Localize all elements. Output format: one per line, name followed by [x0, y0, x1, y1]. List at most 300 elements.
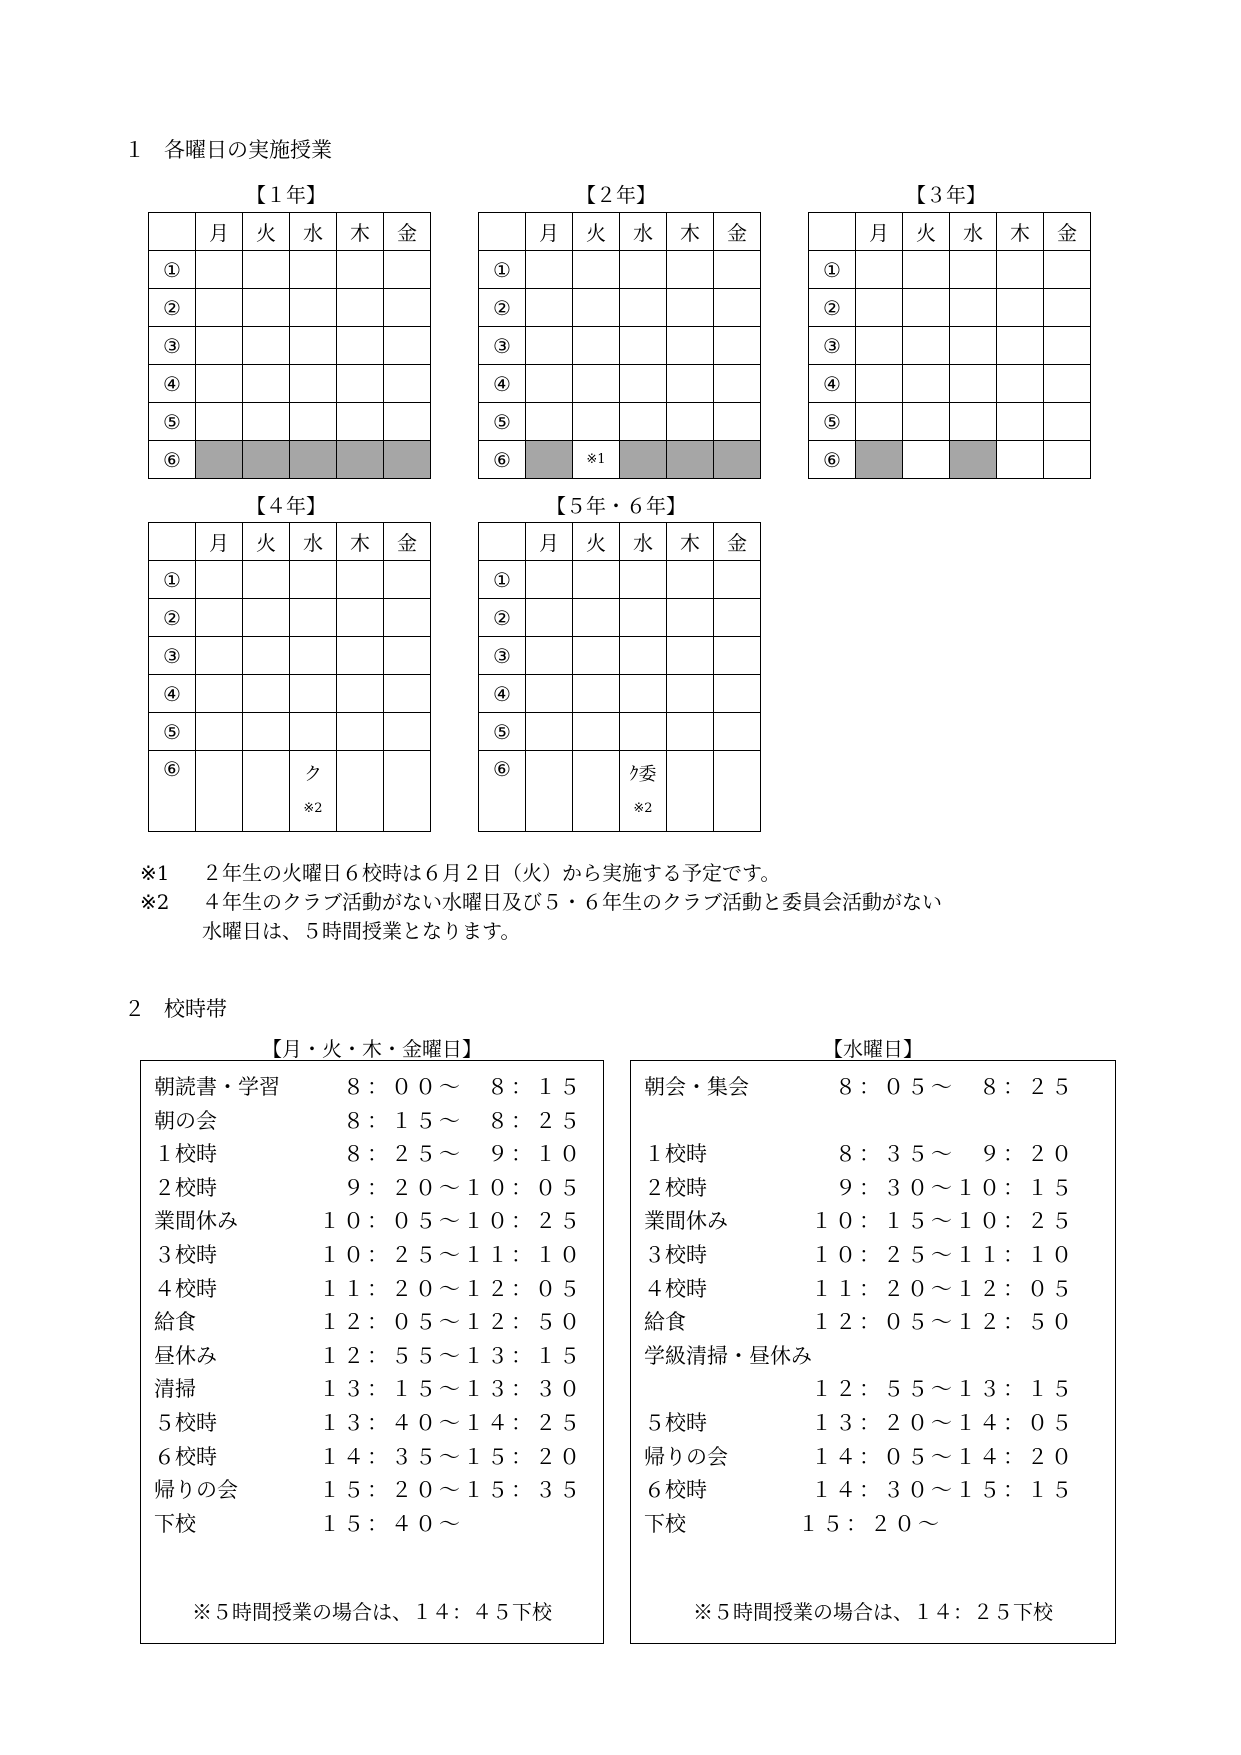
note-1-text: ２年生の火曜日６校時は６月２日（火）から実施する予定です。 [202, 861, 781, 885]
day-header-cell: 木 [997, 213, 1044, 251]
corner-cell [479, 523, 526, 561]
timetable-cell [290, 251, 337, 289]
timetable-cell [667, 561, 714, 599]
schedule-row-time: １２：５５～１３：１５ [811, 1377, 1075, 1402]
timetable-cell [526, 441, 573, 479]
timetable-cell [903, 403, 950, 441]
day-header-cell: 月 [856, 213, 903, 251]
period-label-cell: ⑥ [149, 751, 196, 832]
period-row [479, 751, 761, 832]
timetable-cell [526, 327, 573, 365]
period-row [809, 403, 1091, 441]
schedule-row-time: １３：２０～１４：０５ [811, 1411, 1075, 1435]
timetable-cell [196, 599, 243, 637]
day-header-cell: 水 [290, 213, 337, 251]
timetable-cell [337, 251, 384, 289]
day-header-cell: 木 [337, 213, 384, 251]
timetable-header-row [479, 523, 761, 561]
timetable-cell [526, 365, 573, 403]
schedule-weekday-caption: 【月・火・木・金曜日】 [262, 1037, 482, 1061]
period-label-cell: ⑥ [479, 751, 526, 832]
schedule-row [154, 1239, 583, 1269]
schedule-row-label: １校時 [154, 1142, 217, 1167]
schedule-row-label: 業間休み [154, 1209, 238, 1234]
period-label-cell: ① [149, 561, 196, 599]
timetable-cell [196, 751, 243, 832]
schedule-row [154, 1474, 583, 1504]
timetable-cell [243, 561, 290, 599]
schedule-row [644, 1273, 1075, 1303]
schedule-row-label: 給食 [644, 1310, 686, 1335]
timetable-cell [526, 713, 573, 751]
timetable-cell [384, 561, 431, 599]
timetable-grade-2 [478, 212, 761, 479]
period-row [149, 675, 431, 713]
period-row [809, 289, 1091, 327]
timetable-cell [384, 327, 431, 365]
timetable-cell [573, 251, 620, 289]
day-header-cell: 木 [667, 213, 714, 251]
timetable-cell [243, 289, 290, 327]
timetable-cell [337, 365, 384, 403]
timetable-cell [573, 675, 620, 713]
period-row [149, 403, 431, 441]
timetable-cell [196, 403, 243, 441]
timetable-cell [856, 403, 903, 441]
timetable-cell [196, 561, 243, 599]
period-row [149, 441, 431, 479]
schedule-row-label: 朝の会 [154, 1108, 217, 1133]
timetable-cell [573, 403, 620, 441]
schedule-row-time: ８：２５～ ９：１０ [343, 1142, 583, 1167]
timetable-cell [573, 713, 620, 751]
corner-cell [149, 213, 196, 251]
period-label-cell: ④ [479, 675, 526, 713]
schedule-row [154, 1373, 583, 1403]
timetable-cell [620, 675, 667, 713]
schedule-row [644, 1205, 1075, 1235]
period-label-cell: ② [479, 599, 526, 637]
timetable-cell [714, 751, 761, 832]
period-label-cell: ⑥ [149, 441, 196, 479]
schedule-row [644, 1306, 1075, 1336]
schedule-row [154, 1105, 583, 1135]
period-row [479, 713, 761, 751]
schedule-row [644, 1441, 1075, 1471]
grade-56-caption: 【５年・６年】 [546, 494, 686, 518]
timetable-cell [903, 365, 950, 403]
timetable-cell [714, 289, 761, 327]
note-1-mark: ※1 [140, 861, 170, 885]
timetable-cell [667, 289, 714, 327]
schedule-row [644, 1508, 1075, 1538]
timetable-cell [337, 713, 384, 751]
schedule-row-time: １２：５５～１３：１５ [319, 1343, 583, 1368]
schedule-row [154, 1172, 583, 1202]
period-row [149, 599, 431, 637]
timetable-cell [196, 327, 243, 365]
schedule-row-time: ８：３５～ ９：２０ [835, 1142, 1075, 1167]
period-label-cell: ③ [149, 327, 196, 365]
schedule-row-time: ８：１５～ ８：２５ [343, 1108, 583, 1133]
schedule-row [644, 1105, 1075, 1135]
grade-1-caption: 【１年】 [246, 183, 326, 207]
timetable-cell [196, 637, 243, 675]
notes [140, 859, 942, 946]
day-header-cell: 金 [714, 523, 761, 561]
timetable-cell [290, 365, 337, 403]
corner-cell [479, 213, 526, 251]
timetable-cell [384, 751, 431, 832]
timetable-cell [997, 289, 1044, 327]
timetable-cell [950, 251, 997, 289]
period-row [479, 289, 761, 327]
timetable-cell [290, 441, 337, 479]
period-label-cell: ③ [479, 327, 526, 365]
period-label-cell: ① [149, 251, 196, 289]
schedule-row [644, 1474, 1075, 1504]
day-header-cell: 金 [714, 213, 761, 251]
period-label-cell: ② [149, 289, 196, 327]
schedule-row-time: ９：２０～１０：０５ [343, 1175, 583, 1200]
schedule-row-label: 学級清掃・昼休み [644, 1343, 812, 1368]
timetable-cell [714, 327, 761, 365]
timetable-cell [573, 561, 620, 599]
timetable-cell [243, 675, 290, 713]
schedule-row-label: ３校時 [154, 1243, 217, 1267]
cell-note-mark: ※1 [586, 451, 606, 467]
schedule-wednesday-box [630, 1060, 1116, 1644]
section-1-title: 各曜日の実施授業 [164, 138, 332, 162]
grade-4-caption: 【４年】 [246, 494, 326, 518]
timetable-cell [337, 751, 384, 832]
timetable-cell [526, 403, 573, 441]
schedule-row [154, 1508, 583, 1538]
schedule-row [644, 1373, 1075, 1403]
schedule-row [154, 1273, 583, 1303]
timetable-cell [620, 751, 667, 832]
timetable-cell [667, 675, 714, 713]
timetable-cell [196, 251, 243, 289]
timetable-cell [243, 327, 290, 365]
timetable-cell [573, 289, 620, 327]
period-row [149, 327, 431, 365]
timetable-cell [384, 441, 431, 479]
schedule-row-time: ８：０５～ ８：２５ [835, 1075, 1075, 1099]
schedule-row-label: ６校時 [644, 1478, 707, 1503]
timetable-cell [526, 675, 573, 713]
schedule-row-label: ４校時 [644, 1276, 707, 1301]
schedule-row-label: 下校 [644, 1511, 686, 1536]
schedule-row-time: １３：１５～１３：３０ [319, 1377, 583, 1402]
period-row [479, 365, 761, 403]
cell-activity: ク [304, 764, 322, 785]
timetable-header-row [149, 213, 431, 251]
timetable-cell [290, 751, 337, 832]
schedule-wednesday-note: ※５時間授業の場合は、１４：２５下校 [693, 1600, 1053, 1624]
schedule-weekday-box [140, 1060, 604, 1644]
note-1 [140, 859, 942, 888]
schedule-row-label: 給食 [154, 1310, 196, 1335]
schedule-row-time: １４：３５～１５：２０ [319, 1444, 583, 1469]
timetable-cell [290, 599, 337, 637]
day-header-cell: 月 [526, 523, 573, 561]
schedule-row [154, 1306, 583, 1336]
timetable-cell [384, 365, 431, 403]
day-header-cell: 水 [290, 523, 337, 561]
corner-cell [149, 523, 196, 561]
timetable-cell [903, 327, 950, 365]
period-label-cell: ⑤ [479, 403, 526, 441]
timetable-cell [573, 751, 620, 832]
period-row [479, 561, 761, 599]
period-label-cell: ④ [149, 675, 196, 713]
day-header-cell: 火 [243, 523, 290, 561]
period-row [479, 403, 761, 441]
timetable-cell [384, 675, 431, 713]
schedule-row [644, 1407, 1075, 1437]
day-header-cell: 月 [196, 213, 243, 251]
timetable-cell [573, 637, 620, 675]
schedule-row-time: １１：２０～１２：０５ [811, 1276, 1075, 1301]
schedule-row-time: １５：４０～ [319, 1511, 463, 1536]
schedule-row-label: 下校 [154, 1511, 196, 1536]
timetable-cell [384, 251, 431, 289]
schedule-row-time: １４：３０～１５：１５ [811, 1478, 1075, 1503]
timetable-cell [243, 403, 290, 441]
period-label-cell: ⑤ [149, 403, 196, 441]
timetable-cell [337, 599, 384, 637]
timetable-cell [620, 289, 667, 327]
timetable-cell [337, 637, 384, 675]
period-label-cell: ① [809, 251, 856, 289]
schedule-row-label: ３校時 [644, 1243, 707, 1267]
schedule-row-label: ５校時 [154, 1411, 217, 1435]
timetable-cell [903, 441, 950, 479]
timetable-cell [620, 441, 667, 479]
schedule-row-time: １２：０５～１２：５０ [811, 1310, 1075, 1335]
timetable-cell [620, 327, 667, 365]
period-label-cell: ③ [149, 637, 196, 675]
period-row [809, 327, 1091, 365]
period-label-cell: ④ [809, 365, 856, 403]
day-header-cell: 水 [620, 213, 667, 251]
timetable-cell [337, 403, 384, 441]
schedule-wednesday-caption: 【水曜日】 [823, 1037, 923, 1061]
timetable-cell [196, 713, 243, 751]
schedule-row [154, 1071, 583, 1101]
period-label-cell: ② [809, 289, 856, 327]
day-header-cell: 木 [337, 523, 384, 561]
timetable-cell [714, 675, 761, 713]
section-2-heading [124, 993, 227, 1023]
timetable-cell [856, 251, 903, 289]
timetable-grade-3 [808, 212, 1091, 479]
timetable-cell [243, 599, 290, 637]
period-label-cell: ⑤ [149, 713, 196, 751]
timetable-cell [1044, 251, 1091, 289]
timetable-cell [714, 599, 761, 637]
period-row [149, 289, 431, 327]
timetable-cell [384, 713, 431, 751]
schedule-row-label: 帰りの会 [154, 1478, 238, 1503]
schedule-row-label: １校時 [644, 1142, 707, 1167]
timetable-cell [903, 251, 950, 289]
timetable-cell [290, 403, 337, 441]
period-row [809, 441, 1091, 479]
period-label-cell: ③ [809, 327, 856, 365]
timetable-cell [997, 441, 1044, 479]
timetable-cell [714, 365, 761, 403]
timetable-cell [620, 713, 667, 751]
period-row [479, 441, 761, 479]
timetable-cell [667, 751, 714, 832]
schedule-weekday-note: ※５時間授業の場合は、１４：４５下校 [192, 1600, 552, 1624]
schedule-row-label: 朝会・集会 [644, 1075, 749, 1099]
timetable-cell [620, 561, 667, 599]
timetable-cell [337, 441, 384, 479]
period-row [479, 327, 761, 365]
corner-cell [809, 213, 856, 251]
schedule-row-time: １０：２５～１１：１０ [319, 1243, 583, 1267]
schedule-row-label: 帰りの会 [644, 1444, 728, 1469]
day-header-cell: 月 [196, 523, 243, 561]
timetable-cell [714, 251, 761, 289]
period-label-cell: ③ [479, 637, 526, 675]
timetable-cell [620, 365, 667, 403]
timetable-cell [950, 327, 997, 365]
schedule-row-label: ２校時 [154, 1175, 217, 1200]
day-header-cell: 火 [903, 213, 950, 251]
period-label-cell: ② [149, 599, 196, 637]
timetable-cell [667, 713, 714, 751]
timetable-cell [1044, 441, 1091, 479]
timetable-cell [384, 599, 431, 637]
timetable-cell [337, 289, 384, 327]
timetable-cell [290, 637, 337, 675]
note-2-continued: 水曜日は、５時間授業となります。 [202, 919, 521, 943]
cell-note-mark: ※2 [303, 801, 323, 816]
schedule-row-label: 昼休み [154, 1343, 217, 1368]
period-label-cell: ⑤ [809, 403, 856, 441]
section-2-number: ２ [124, 997, 145, 1021]
period-row [149, 365, 431, 403]
timetable-cell [526, 751, 573, 832]
day-header-cell: 水 [620, 523, 667, 561]
day-header-cell: 金 [384, 523, 431, 561]
timetable-cell [526, 561, 573, 599]
timetable-header-row [149, 523, 431, 561]
note-2 [140, 888, 942, 917]
schedule-row [154, 1407, 583, 1437]
cell-activity: ｸ委 [629, 764, 657, 785]
day-header-cell: 金 [384, 213, 431, 251]
timetable-cell [997, 251, 1044, 289]
timetable-cell [667, 327, 714, 365]
timetable-header-row [809, 213, 1091, 251]
period-row [149, 251, 431, 289]
schedule-row [154, 1340, 583, 1370]
timetable-cell [714, 403, 761, 441]
schedule-row-time: ９：３０～１０：１５ [835, 1175, 1075, 1200]
grade-2-caption: 【２年】 [576, 183, 656, 207]
timetable-cell [243, 637, 290, 675]
day-header-cell: 月 [526, 213, 573, 251]
schedule-row-time: １０：２５～１１：１０ [811, 1243, 1075, 1267]
day-header-cell: 火 [573, 523, 620, 561]
timetable-cell [667, 251, 714, 289]
timetable-cell [384, 289, 431, 327]
timetable-cell [620, 251, 667, 289]
timetable-cell [290, 561, 337, 599]
timetable-cell [856, 327, 903, 365]
timetable-cell [856, 365, 903, 403]
schedule-row-label: 業間休み [644, 1209, 728, 1234]
period-label-cell: ② [479, 289, 526, 327]
timetable-cell [526, 251, 573, 289]
schedule-row-time: １３：４０～１４：２５ [319, 1411, 583, 1435]
schedule-row [644, 1172, 1075, 1202]
timetable-grade-4 [148, 522, 431, 832]
schedule-row [154, 1205, 583, 1235]
timetable-cell [573, 441, 620, 479]
period-label-cell: ④ [479, 365, 526, 403]
timetable-cell [290, 713, 337, 751]
schedule-row-time: ８：００～ ８：１５ [343, 1075, 583, 1099]
period-row [149, 713, 431, 751]
timetable-grade-1 [148, 212, 431, 479]
timetable-cell [903, 289, 950, 327]
timetable-cell [337, 675, 384, 713]
timetable-cell [620, 637, 667, 675]
timetable-cell [526, 637, 573, 675]
timetable-cell [667, 599, 714, 637]
day-header-cell: 木 [667, 523, 714, 561]
timetable-cell [243, 365, 290, 403]
timetable-header-row [479, 213, 761, 251]
timetable-cell [667, 365, 714, 403]
period-label-cell: ① [479, 561, 526, 599]
note-2-text: ４年生のクラブ活動がない水曜日及び５・６年生のクラブ活動と委員会活動がない [202, 890, 942, 914]
timetable-cell [667, 441, 714, 479]
timetable-cell [573, 599, 620, 637]
grade-3-caption: 【３年】 [906, 183, 986, 207]
timetable-cell [573, 327, 620, 365]
timetable-cell [950, 365, 997, 403]
schedule-row-time: １５：２０～ [798, 1511, 942, 1536]
note-2-mark: ※2 [140, 890, 170, 914]
schedule-row-time: １２：０５～１２：５０ [319, 1310, 583, 1335]
timetable-cell [1044, 327, 1091, 365]
timetable-cell [290, 289, 337, 327]
timetable-cell [997, 365, 1044, 403]
schedule-row [644, 1138, 1075, 1168]
schedule-row [644, 1340, 1075, 1370]
schedule-row-time: １０：０５～１０：２５ [319, 1209, 583, 1234]
period-row [149, 561, 431, 599]
timetable-cell [667, 637, 714, 675]
timetable-cell [243, 251, 290, 289]
schedule-row-time: １４：０５～１４：２０ [811, 1444, 1075, 1469]
day-header-cell: 火 [243, 213, 290, 251]
timetable-cell [243, 713, 290, 751]
timetable-cell [714, 637, 761, 675]
timetable-cell [950, 441, 997, 479]
period-row [809, 365, 1091, 403]
period-label-cell: ⑥ [479, 441, 526, 479]
timetable-cell [714, 713, 761, 751]
schedule-row [154, 1441, 583, 1471]
